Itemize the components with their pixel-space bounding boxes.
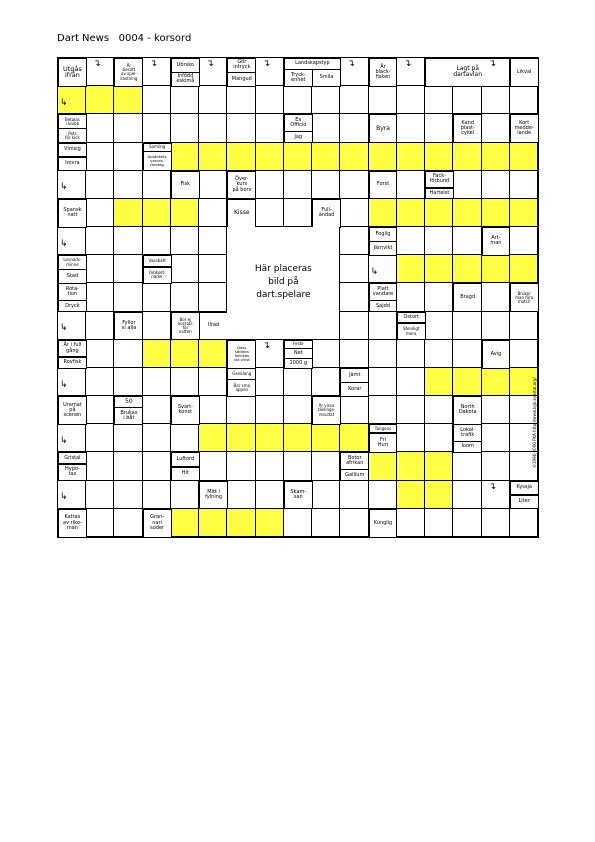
grid-cell[interactable]: [86, 143, 114, 171]
clue-cell: Foglig: [369, 227, 398, 242]
grid-cell[interactable]: [510, 86, 538, 114]
grid-cell[interactable]: [312, 452, 340, 480]
grid-cell[interactable]: [227, 509, 255, 537]
grid-cell[interactable]: [199, 424, 227, 452]
grid-cell[interactable]: [510, 199, 538, 227]
grid-cell[interactable]: [86, 227, 114, 255]
clue-cell: Ostort: [397, 312, 426, 324]
arrow-down-icon: ↴: [262, 340, 271, 351]
grid-cell[interactable]: [425, 283, 453, 311]
grid-cell[interactable]: [86, 114, 114, 142]
grid-cell[interactable]: [425, 312, 453, 340]
grid-cell[interactable]: [199, 143, 227, 171]
clue-cell: Vassbatt: [143, 255, 172, 267]
clue-cell: Apotekets varora- företag: [143, 151, 172, 171]
clue-cell: Bor ej korsats för vatten: [171, 312, 200, 341]
grid-cell[interactable]: [256, 86, 284, 114]
clue-cell: Uramat på scenen: [58, 396, 87, 425]
grid-cell[interactable]: [143, 227, 171, 255]
grid-cell[interactable]: [397, 199, 425, 227]
grid-cell[interactable]: [171, 283, 199, 311]
grid-cell[interactable]: [86, 312, 114, 340]
grid-cell[interactable]: [425, 481, 453, 509]
grid-cell[interactable]: [369, 199, 397, 227]
grid-cell[interactable]: [340, 509, 368, 537]
clue-cell: Pets för kick: [58, 128, 87, 143]
grid-cell[interactable]: [369, 396, 397, 424]
grid-cell[interactable]: [312, 368, 340, 396]
arrow-right-icon: ↳: [60, 97, 68, 108]
clue-cell: Lokal- trafik: [453, 424, 482, 442]
arrow-down-icon: ↴: [93, 59, 101, 69]
grid-cell[interactable]: [227, 86, 255, 114]
grid-cell[interactable]: [397, 86, 425, 114]
grid-cell[interactable]: [453, 340, 481, 368]
grid-cell[interactable]: [256, 368, 284, 396]
arrow-right-icon: ↳: [60, 182, 68, 193]
clue-cell: Kisse: [227, 199, 256, 228]
clue-cell: Tryck- enhet: [284, 69, 313, 87]
grid-cell[interactable]: [284, 509, 312, 537]
grid-cell[interactable]: [482, 424, 510, 452]
grid-cell[interactable]: [397, 227, 425, 255]
clue-cell: Hartelst: [425, 188, 454, 200]
grid-cell[interactable]: [397, 424, 425, 452]
clue-cell: Ilrad: [199, 312, 228, 341]
grid-cell[interactable]: [482, 509, 510, 537]
grid-cell[interactable]: [340, 340, 368, 368]
clue-cell: Betalas i klubb: [58, 114, 87, 129]
grid-cell[interactable]: [482, 114, 510, 142]
grid-cell[interactable]: [143, 452, 171, 480]
grid-cell[interactable]: [397, 509, 425, 537]
grid-cell[interactable]: [425, 396, 453, 424]
grid-cell[interactable]: [86, 340, 114, 368]
grid-cell[interactable]: [397, 452, 425, 480]
clue-cell: Kand plast- cykel: [453, 114, 482, 143]
grid-cell[interactable]: [114, 171, 142, 199]
grid-cell[interactable]: [199, 340, 227, 368]
grid-cell[interactable]: [171, 340, 199, 368]
clue-cell: Kyssja: [510, 481, 539, 496]
grid-cell[interactable]: [425, 86, 453, 114]
arrow-right-icon: ↳: [60, 492, 68, 503]
grid-cell[interactable]: [256, 424, 284, 452]
grid-cell[interactable]: [143, 312, 171, 340]
grid-cell[interactable]: [86, 424, 114, 452]
clue-cell: Gör intryck: [227, 58, 256, 73]
grid-cell[interactable]: [114, 255, 142, 283]
clue-cell: Stad: [58, 269, 87, 284]
grid-cell[interactable]: [284, 396, 312, 424]
grid-cell[interactable]: [227, 452, 255, 480]
copyright-note: ©1996-2000 PKA http://www.kgk.kvartal.org/: [532, 377, 537, 468]
grid-cell[interactable]: [256, 481, 284, 509]
grid-cell[interactable]: [284, 368, 312, 396]
clue-cell: Spansk natt: [58, 199, 87, 228]
arrow-right-icon: ↳: [60, 435, 68, 446]
grid-cell[interactable]: [397, 481, 425, 509]
grid-cell[interactable]: [143, 340, 171, 368]
grid-cell[interactable]: [114, 368, 142, 396]
grid-cell[interactable]: [397, 396, 425, 424]
clue-cell: Vimsig: [58, 143, 87, 158]
clue-cell: Platt vandare: [369, 283, 398, 301]
grid-cell[interactable]: [482, 255, 510, 283]
grid-cell[interactable]: [114, 481, 142, 509]
clue-cell: Avig: [482, 340, 511, 369]
arrow-right-icon: ↳: [60, 238, 68, 249]
arrow-right-icon: ↳: [370, 266, 379, 277]
grid-cell[interactable]: [143, 396, 171, 424]
grid-cell[interactable]: [256, 199, 284, 227]
grid-cell[interactable]: [397, 283, 425, 311]
grid-cell[interactable]: [397, 340, 425, 368]
grid-cell[interactable]: [425, 199, 453, 227]
clue-cell: Hit: [171, 467, 200, 482]
grid-cell[interactable]: [284, 452, 312, 480]
grid-cell[interactable]: [425, 227, 453, 255]
clue-cell: Bruker man föra match: [510, 283, 539, 312]
grid-cell[interactable]: [171, 114, 199, 142]
clue-cell: Fack- förbund: [425, 171, 454, 189]
grid-cell[interactable]: [425, 452, 453, 480]
grid-cell[interactable]: [453, 255, 481, 283]
grid-cell[interactable]: [199, 114, 227, 142]
arrow-down-icon: ↴: [403, 59, 412, 69]
grid-cell[interactable]: [482, 86, 510, 114]
grid-cell[interactable]: [199, 171, 227, 199]
grid-cell[interactable]: [340, 114, 368, 142]
grid-cell[interactable]: [171, 481, 199, 509]
grid-cell[interactable]: [340, 481, 368, 509]
grid-cell[interactable]: [369, 312, 397, 340]
clue-cell: Över- kurs på bors: [227, 171, 256, 200]
grid-cell[interactable]: [199, 199, 227, 227]
grid-cell[interactable]: [453, 481, 481, 509]
grid-cell[interactable]: [482, 312, 510, 340]
grid-cell[interactable]: [256, 171, 284, 199]
grid-cell[interactable]: [86, 509, 114, 537]
grid-cell[interactable]: [510, 340, 538, 368]
grid-cell[interactable]: [114, 114, 142, 142]
grid-cell[interactable]: [482, 143, 510, 171]
grid-cell[interactable]: [340, 283, 368, 311]
clue-cell: Mangud: [227, 72, 256, 87]
grid-cell[interactable]: [482, 283, 510, 311]
grid-cell[interactable]: [171, 424, 199, 452]
grid-cell[interactable]: [199, 86, 227, 114]
clue-cell: Är vissa tävlings- resultat: [312, 396, 341, 425]
grid-cell[interactable]: [114, 283, 142, 311]
clue-cell: Ioom: [453, 441, 482, 453]
grid-cell[interactable]: [340, 255, 368, 283]
image-placeholder: Här placeras bild på dart.spelare: [227, 227, 340, 340]
clue-cell: Levnads- minne: [58, 255, 87, 270]
grid-cell[interactable]: [114, 199, 142, 227]
grid-cell[interactable]: [199, 509, 227, 537]
arrow-down-icon: ↴: [488, 481, 497, 492]
grid-cell[interactable]: [425, 509, 453, 537]
clue-cell: Bar sma appen: [227, 379, 256, 397]
grid-cell[interactable]: [199, 368, 227, 396]
clue-cell: Kort medde- lande: [510, 114, 539, 143]
arrow-down-icon: ↴: [206, 59, 214, 69]
arrow-down-icon: ↴: [149, 59, 158, 69]
grid-cell[interactable]: [227, 396, 255, 424]
grid-cell[interactable]: [227, 114, 255, 142]
clue-cell: Luftord: [171, 452, 200, 467]
grid-cell[interactable]: [312, 171, 340, 199]
grid-cell[interactable]: [425, 255, 453, 283]
grid-cell[interactable]: [312, 86, 340, 114]
clue-cell: Dryck: [58, 300, 87, 312]
clue-cell: North Dakota: [453, 396, 482, 425]
clue-cell: Hypo- tas: [58, 464, 87, 482]
grid-cell[interactable]: [425, 340, 453, 368]
grid-cell[interactable]: [284, 86, 312, 114]
grid-cell[interactable]: [114, 424, 142, 452]
grid-cell[interactable]: [453, 199, 481, 227]
grid-cell[interactable]: [453, 509, 481, 537]
clue-cell: Är i full gång: [58, 340, 87, 358]
clue-cell: Genklang: [227, 368, 256, 380]
clue-cell: Fyllor vi alla: [114, 312, 143, 341]
grid-cell[interactable]: [284, 199, 312, 227]
clue-cell: Likval: [510, 58, 539, 87]
clue-cell: Rovfisk: [58, 357, 87, 369]
grid-cell[interactable]: [284, 171, 312, 199]
grid-cell[interactable]: [425, 424, 453, 452]
grid-cell[interactable]: [114, 143, 142, 171]
grid-cell[interactable]: [510, 171, 538, 199]
grid-cell[interactable]: [453, 368, 481, 396]
clue-cell: Mitt i fylning: [199, 481, 228, 510]
grid-cell[interactable]: [143, 424, 171, 452]
clue-cell: Net: [284, 348, 313, 358]
crossword-grid: [57, 57, 539, 538]
grid-cell[interactable]: [143, 199, 171, 227]
grid-cell[interactable]: [227, 481, 255, 509]
grid-cell[interactable]: [369, 86, 397, 114]
grid-cell[interactable]: [453, 227, 481, 255]
clue-cell: Feste: [284, 340, 313, 349]
grid-cell[interactable]: [369, 143, 397, 171]
page-title: Dart News 0004 - korsord: [57, 33, 192, 44]
clue-cell: Infödd eskimå: [171, 72, 200, 87]
grid-cell[interactable]: [171, 509, 199, 537]
clue-cell: Omkost- nader: [143, 267, 172, 285]
clue-cell: Är black- fisken: [369, 58, 398, 87]
grid-cell[interactable]: [86, 396, 114, 424]
clue-cell: 50: [114, 396, 143, 408]
clue-cell: Gristal: [58, 452, 87, 464]
grid-cell[interactable]: [340, 143, 368, 171]
clue-cell: Kattas av riko- man: [58, 509, 87, 538]
grid-cell[interactable]: [340, 199, 368, 227]
grid-cell[interactable]: [453, 312, 481, 340]
grid-cell[interactable]: [397, 143, 425, 171]
grid-cell[interactable]: [114, 227, 142, 255]
clue-cell: 1000 g: [284, 358, 313, 368]
grid-cell[interactable]: [482, 452, 510, 480]
grid-cell[interactable]: [143, 114, 171, 142]
grid-cell[interactable]: [453, 86, 481, 114]
grid-cell[interactable]: [369, 452, 397, 480]
grid-cell[interactable]: [143, 283, 171, 311]
grid-cell[interactable]: [114, 509, 142, 537]
clue-cell: Jämt: [340, 368, 369, 383]
grid-cell[interactable]: [340, 396, 368, 424]
clue-cell: Fri Huri: [369, 433, 398, 453]
grid-cell[interactable]: [425, 114, 453, 142]
grid-cell[interactable]: [171, 255, 199, 283]
grid-cell[interactable]: [510, 255, 538, 283]
grid-cell[interactable]: [227, 143, 255, 171]
grid-cell[interactable]: [510, 227, 538, 255]
arrow-down-icon: ↴: [262, 59, 271, 69]
grid-cell[interactable]: [227, 424, 255, 452]
grid-cell[interactable]: [340, 171, 368, 199]
grid-cell[interactable]: [86, 199, 114, 227]
clue-cell: Tangens: [369, 424, 398, 433]
clue-cell: Gallium: [340, 469, 369, 481]
clue-cell: Ex Officio: [284, 114, 313, 132]
grid-cell[interactable]: [482, 171, 510, 199]
clue-cell: Forst: [369, 171, 398, 200]
clue-cell: Rota- tion: [58, 283, 87, 301]
grid-cell[interactable]: [453, 171, 481, 199]
grid-cell[interactable]: [86, 481, 114, 509]
clue-cell: Skam- san: [284, 481, 313, 510]
clue-cell: Steniligt mera: [397, 323, 426, 341]
clue-cell: Dess sådana folkikas vid vinst: [227, 340, 256, 369]
grid-cell[interactable]: [199, 283, 227, 311]
clue-cell: Utgås ifrån: [58, 58, 87, 87]
grid-cell[interactable]: [369, 481, 397, 509]
grid-cell[interactable]: [312, 509, 340, 537]
grid-cell[interactable]: [86, 171, 114, 199]
clue-cell: Järnvikt: [369, 241, 398, 256]
grid-cell[interactable]: [397, 255, 425, 283]
grid-cell[interactable]: [369, 340, 397, 368]
grid-cell[interactable]: [482, 199, 510, 227]
clue-cell: Ubrsko: [171, 58, 200, 73]
grid-cell[interactable]: [482, 368, 510, 396]
arrow-right-icon: ↳: [60, 379, 68, 390]
grid-cell[interactable]: [86, 368, 114, 396]
grid-cell[interactable]: [397, 368, 425, 396]
clue-cell: Är besatt av spel- kastning: [114, 58, 143, 87]
grid-cell[interactable]: [510, 312, 538, 340]
grid-cell[interactable]: [199, 396, 227, 424]
grid-cell[interactable]: [397, 171, 425, 199]
grid-cell[interactable]: [312, 143, 340, 171]
clue-cell: Byra: [369, 114, 398, 143]
clue-cell: Smila: [312, 69, 341, 87]
grid-cell[interactable]: [425, 143, 453, 171]
grid-cell[interactable]: [143, 86, 171, 114]
clue-cell: Gran- nari soder: [143, 509, 172, 538]
grid-cell[interactable]: [510, 143, 538, 171]
grid-cell[interactable]: [284, 143, 312, 171]
grid-cell[interactable]: [256, 114, 284, 142]
grid-cell[interactable]: [171, 227, 199, 255]
clue-cell: Brukas i båt: [114, 407, 143, 425]
grid-cell[interactable]: [143, 481, 171, 509]
grid-cell[interactable]: [340, 424, 368, 452]
grid-cell[interactable]: [453, 143, 481, 171]
grid-cell[interactable]: [312, 114, 340, 142]
clue-cell: Svart- konst: [171, 396, 200, 425]
clue-cell: Art- man: [482, 227, 511, 256]
grid-cell[interactable]: [369, 368, 397, 396]
grid-cell[interactable]: [86, 86, 114, 114]
grid-cell[interactable]: [425, 368, 453, 396]
clue-cell: Kunglig: [369, 509, 398, 538]
clue-cell: Samling: [143, 143, 172, 152]
grid-cell[interactable]: [171, 86, 199, 114]
grid-cell[interactable]: [114, 86, 142, 114]
grid-cell[interactable]: [397, 114, 425, 142]
clue-cell: Fisk: [171, 171, 200, 200]
grid-cell[interactable]: [312, 481, 340, 509]
grid-cell[interactable]: [312, 424, 340, 452]
clue-cell: Landskapstyp: [284, 58, 341, 70]
clue-cell: Botor afrikan: [340, 452, 369, 470]
grid-cell[interactable]: [510, 509, 538, 537]
grid-cell[interactable]: [199, 452, 227, 480]
grid-cell[interactable]: [453, 452, 481, 480]
clue-cell: Sajdd: [369, 300, 398, 312]
clue-cell: Irovra: [58, 157, 87, 172]
clue-cell: Korar: [340, 382, 369, 397]
grid-cell[interactable]: [482, 396, 510, 424]
clue-cell: Liter: [510, 495, 539, 510]
arrow-right-icon: ↳: [60, 323, 68, 334]
grid-cell[interactable]: [256, 452, 284, 480]
grid-cell[interactable]: [199, 227, 227, 255]
grid-cell[interactable]: [114, 452, 142, 480]
grid-cell[interactable]: [199, 255, 227, 283]
grid-cell[interactable]: [143, 171, 171, 199]
grid-cell[interactable]: [171, 368, 199, 396]
grid-cell[interactable]: [340, 312, 368, 340]
grid-cell[interactable]: [171, 199, 199, 227]
arrow-down-icon: ↴: [347, 59, 355, 69]
clue-cell: Jag: [284, 131, 313, 143]
grid-cell[interactable]: [86, 283, 114, 311]
grid-cell[interactable]: [312, 340, 340, 368]
grid-cell[interactable]: [143, 368, 171, 396]
grid-cell[interactable]: [86, 452, 114, 480]
grid-cell[interactable]: [256, 509, 284, 537]
grid-cell[interactable]: [340, 86, 368, 114]
grid-cell[interactable]: [284, 424, 312, 452]
grid-cell[interactable]: [171, 143, 199, 171]
clue-cell: Full- ändad: [312, 199, 341, 228]
clue-cell: Bragd: [453, 283, 482, 312]
grid-cell[interactable]: [86, 255, 114, 283]
grid-cell[interactable]: [256, 396, 284, 424]
grid-cell[interactable]: [114, 340, 142, 368]
clue-cell: Lagt på dartavlan: [425, 58, 510, 87]
arrow-down-icon: ↴: [488, 59, 497, 69]
grid-cell[interactable]: [340, 227, 368, 255]
grid-cell[interactable]: [256, 143, 284, 171]
